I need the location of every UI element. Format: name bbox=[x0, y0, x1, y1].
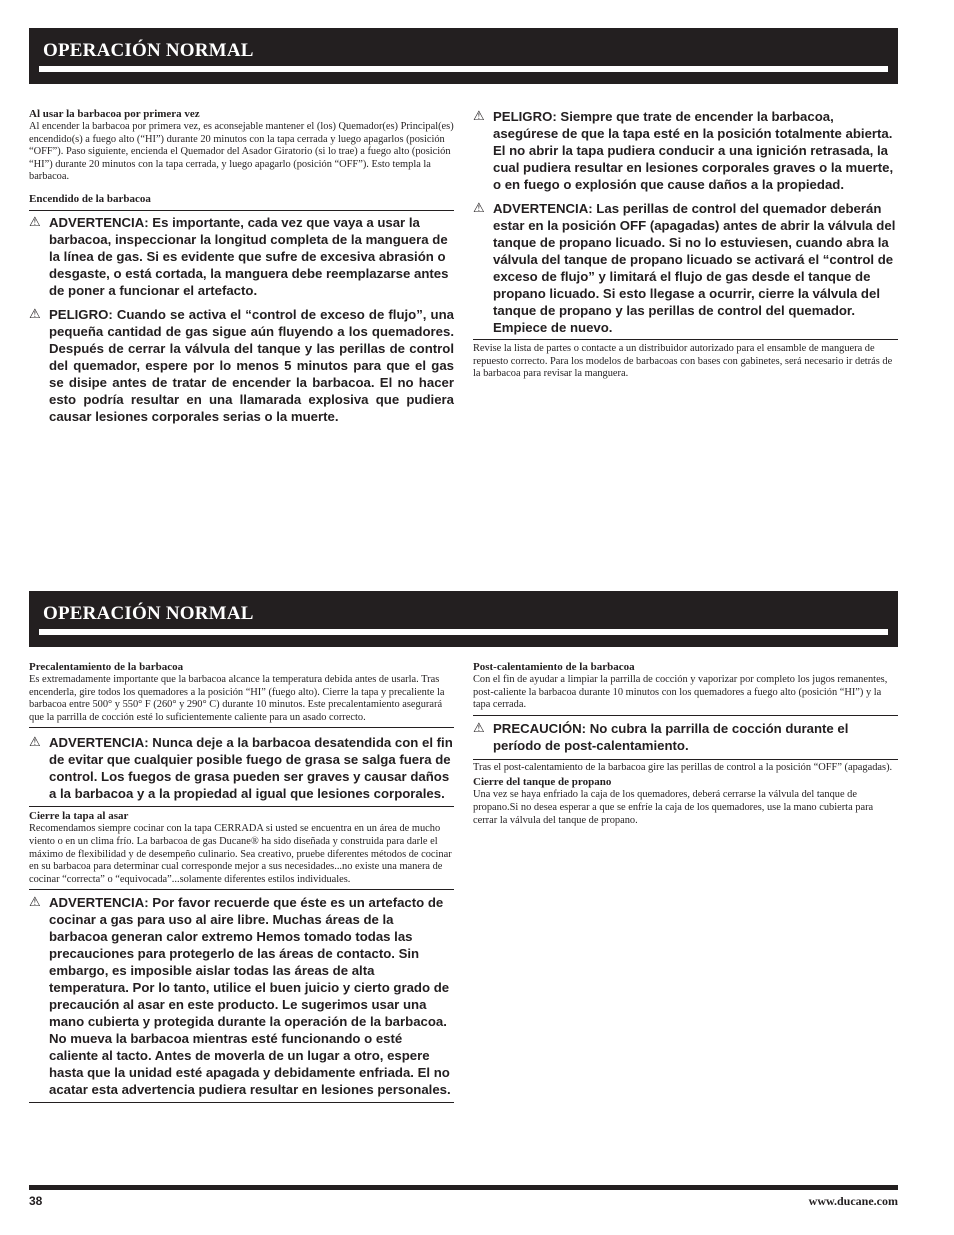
paragraph-parts: Revise la lista de partes o contacte a un distribuidor autorizado para el ensamble de manguera de repuesto correcto. Para los modelos de barbacoas con bases con gabinetes, será necesario ir detrás de la barbacoa para revisar la manguera. bbox=[473, 343, 893, 380]
subheading-close-lid: Cierre la tapa al asar bbox=[29, 810, 129, 823]
caution-grate-text: PRECAUCIÓN: No cubra la parrilla de cocción durante el período de post-calentamiento. bbox=[493, 720, 849, 753]
danger-lid bbox=[473, 108, 898, 193]
danger-lid-text: PELIGRO: Siempre que trate de encender la barbacoa, asegúrese de que la tapa esté en la posición totalmente abierta. El no abrir la tapa pudiera conducir a una ignición retrasada, la cual pudiera resultar en lesiones corporales graves o la muerte, o en fuego o explosión que cause daños a la propiedad. bbox=[493, 109, 894, 192]
warning-triangle-icon: ⚠ bbox=[473, 201, 485, 216]
divider bbox=[29, 727, 454, 728]
top-left-column bbox=[29, 108, 454, 425]
warning-outdoor bbox=[29, 894, 454, 1102]
warning-triangle-icon: ⚠ bbox=[29, 735, 41, 751]
warning-hose bbox=[29, 214, 454, 299]
subheading-postheat: Post-calentamiento de la barbacoa bbox=[473, 661, 635, 673]
caution-grate bbox=[473, 720, 898, 759]
banner-rule bbox=[39, 66, 888, 72]
warning-unattended-text: ADVERTENCIA: Nunca deje a la barbacoa desatendida con el fin de evitar que cualquier posible fuego de grasa se salga fuera de control. Los fuegos de grasa pueden ser graves y causar daños a la barbacoa y a la propiedad al igual que lesiones corporales. bbox=[49, 735, 453, 802]
section-banner-top bbox=[29, 28, 898, 84]
section-title: OPERACIÓN NORMAL bbox=[43, 40, 254, 61]
paragraph-first-use: Al encender la barbacoa por primera vez, es aconsejable mantener el (los) Quemador(es) Principal(es) encendido(s) a fuego alto (“HI”) durante 20 minutos con la tapa cerrada y luego apagarlos (posición “OFF”). Paso siguiente, encienda el Quemador del Asador Giratorio (si lo trae) a fuego alto (posición “HI”) durante 20 minutos con la tapa cerrada, y luego apagarlo (posición “OFF”). Esto templa la barbacoa. bbox=[29, 121, 454, 183]
divider bbox=[29, 1102, 454, 1103]
banner-rule bbox=[39, 629, 888, 635]
paragraph-postheat: Con el fin de ayudar a limpiar la parrilla de cocción y vaporizar por completo los jugos remanentes, post-caliente la barbacoa durante 10 minutos con los quemadores a fuego alto (posición “HI”) y la tapa cerrada. bbox=[473, 674, 888, 711]
warning-triangle-icon: ⚠ bbox=[29, 214, 41, 230]
danger-flow bbox=[29, 306, 454, 425]
danger-flow-text: PELIGRO: Cuando se activa el “control de exceso de flujo”, una pequeña cantidad de gas sigue aún fluyendo a los quemadores. Después de cerrar la válvula del tanque y las perillas de control del quemador, espere por lo menos 5 minutos para que el gas se disipe antes de tratar de encender la barbacoa. El no hacer esto podría resultar en una llamarada explosiva que pudiera causar lesiones corporales serias o la muerte. bbox=[49, 306, 454, 424]
subheading-preheat: Precalentamiento de la barbacoa bbox=[29, 661, 184, 673]
paragraph-after: Tras el post-calentamiento de la barbacoa gire las perillas de control a la posición “OFF” (apagadas). bbox=[473, 761, 893, 773]
warning-hose-text: ADVERTENCIA: Es importante, cada vez que vaya a usar la barbacoa, inspeccionar la longitud completa de la manguera de la línea de gas. Si es evidente que sufre de excesiva abrasión o desgaste, o está cortada, la manguera debe reemplazarse antes de poner a funcionar el artefacto. bbox=[49, 214, 449, 298]
divider bbox=[473, 339, 898, 340]
subheading-first-use: Al usar la barbacoa por primera vez bbox=[29, 108, 200, 120]
warning-triangle-icon: ⚠ bbox=[29, 306, 41, 322]
paragraph-preheat: Es extremadamente importante que la barbacoa alcance la temperatura debida antes de usarla. Tras encenderla, gire todos los quemadores a la posición “HI” (fuego alto). Cierre la tapa y precaliente la barbacoa entre 500° y 550° F (260° y 290° C) durante 10 minutos. Este precalentamiento asegurará que la parrilla de cocción esté lo suficientemente caliente para un asado correcto. bbox=[29, 674, 445, 723]
divider bbox=[29, 210, 454, 211]
warning-triangle-icon: ⚠ bbox=[473, 720, 485, 736]
page-number: 38 bbox=[29, 1194, 43, 1208]
section-banner-bottom bbox=[29, 591, 898, 647]
divider bbox=[29, 806, 454, 807]
website-link[interactable]: www.ducane.com bbox=[808, 1194, 898, 1208]
warning-triangle-icon: ⚠ bbox=[473, 109, 485, 124]
subheading-tank: Cierre del tanque de propano bbox=[473, 776, 612, 789]
paragraph-close-lid: Recomendamos siempre cocinar con la tapa CERRADA si usted se encuentra en un área de mucho viento o en un clima frío. La barbacoa de gas Ducane® ha sido diseñada y construida para darle el máximo de flexibilidad y de desempeño culinario. Sea creativo, pruebe diferentes métodos de cocinar en su barbacoa para determinar cual corresponde mejor a sus necesidades...no existe una manera de cocinar “correcta” o “equivocada”...solamente diferentes estilos individuales. bbox=[29, 823, 452, 885]
warning-knobs bbox=[473, 200, 898, 336]
divider bbox=[473, 759, 898, 760]
warning-knobs-text: ADVERTENCIA: Las perillas de control del quemador deberán estar en la posición OFF (apagadas) antes de abrir la válvula del tanque de propano licuado. Si no lo estuviesen, cuando abra la válvula del tanque de propano licuado se activará el “control de exceso de flujo” y limitará el flujo de gas desde el tanque de propano licuado. Si esto llegase a ocurrir, cierre la válvula del tanque de propano y las perillas de control del quemador. Empiece de nuevo. bbox=[493, 201, 896, 335]
warning-outdoor-text: ADVERTENCIA: Por favor recuerde que éste es un artefacto de cocinar a gas para uso al aire libre. Muchas áreas de la barbacoa generan calor extremo Hemos tomado todas las precauciones para protegerlo de las áreas de contacto. Sin embargo, es imposible aislar todas las áreas de alta temperatura. Por lo tanto, utilice el buen juicio y cierto grado de precaución al asar en este producto. Le sugerimos usar una mano cubierta y protegida durante la operación de la barbacoa. No mueva la barbacoa mientras esté funcionando o esté caliente al tacto. Antes de moverla de un lugar a otro, espere hasta que la unidad esté apagada y debidamente enfriada. El no acatar esta advertencia pudiera resultar en lesiones personales. bbox=[49, 895, 451, 1098]
paragraph-tank: Una vez se haya enfriado la caja de los quemadores, deberá cerrarse la válvula del tanque de propano.Si no desea esperar a que se enfríe la caja de los quemadores, use la mano cubierta para cerrar la válvula del tanque de propano. bbox=[473, 789, 874, 826]
divider bbox=[29, 889, 454, 890]
bottom-left-column bbox=[29, 661, 454, 1103]
divider bbox=[473, 715, 898, 716]
section-title: OPERACIÓN NORMAL bbox=[43, 603, 254, 624]
subheading-lighting: Encendido de la barbacoa bbox=[29, 192, 151, 205]
warning-triangle-icon: ⚠ bbox=[29, 895, 41, 911]
top-right-column bbox=[473, 108, 898, 381]
footer-rule bbox=[29, 1185, 898, 1190]
bottom-right-column bbox=[473, 661, 898, 827]
warning-unattended bbox=[29, 734, 454, 806]
